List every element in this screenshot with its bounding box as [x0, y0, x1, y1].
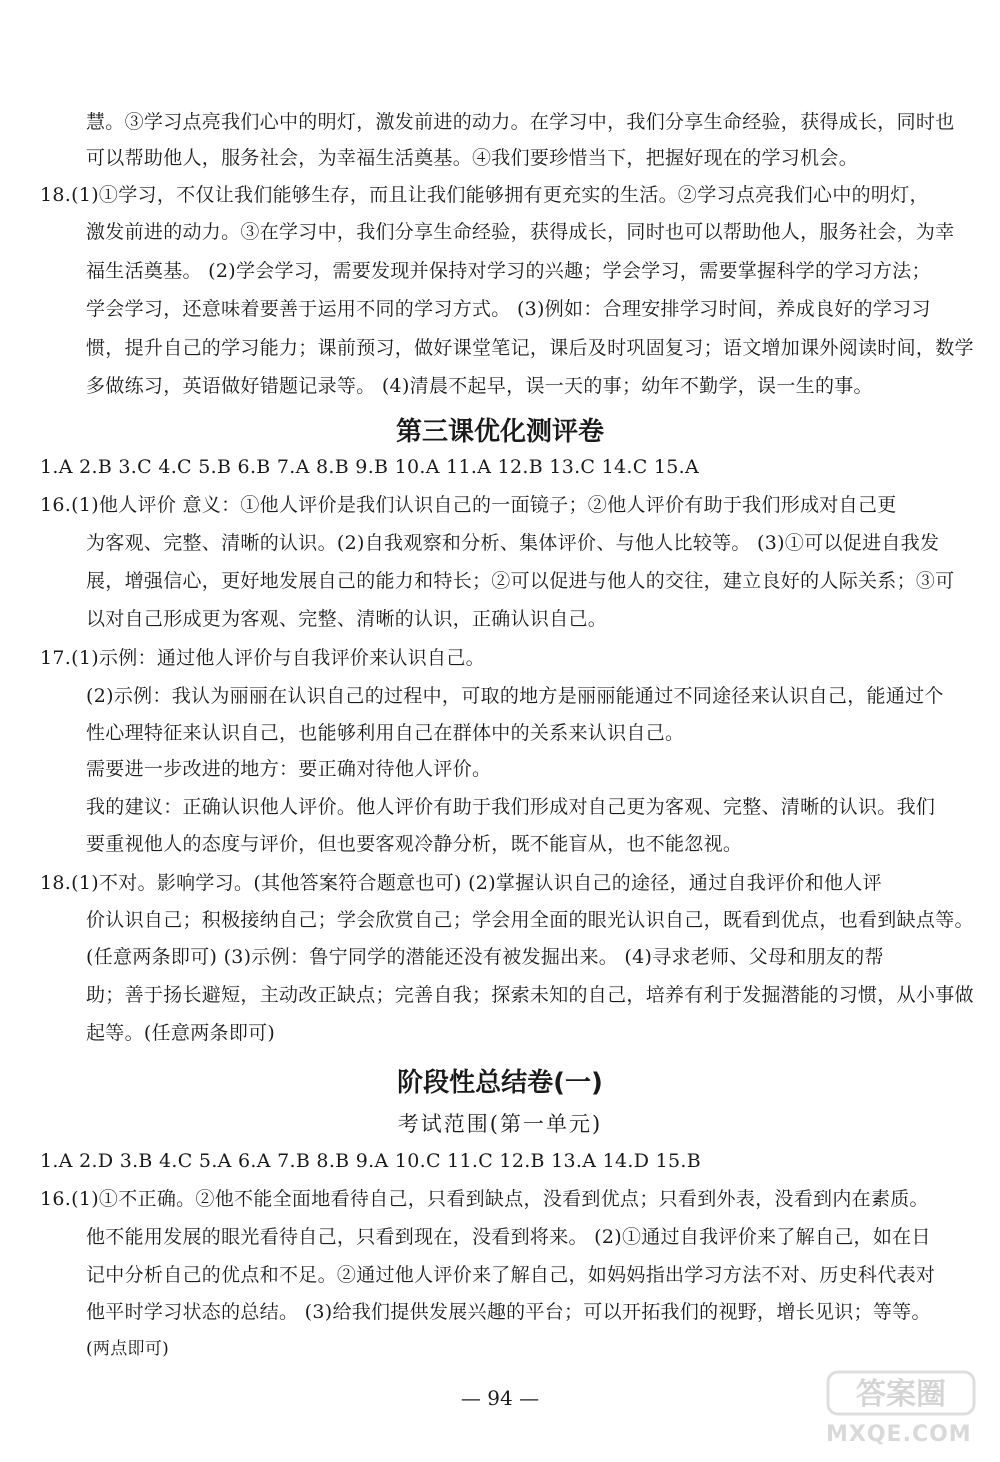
text-line: 展，增强信心，更好地发展自己的能力和特长；②可以促进与他人的交往，建立良好的人际关系；③可	[86, 570, 955, 592]
page-number: — 94 —	[460, 1386, 540, 1410]
svg-text:答案圈: 答案圈	[856, 1377, 946, 1412]
text-line: 学会学习，还意味着要善于运用不同的学习方式。 (3)例如：合理安排学习时间，养成良好的学习习	[86, 298, 931, 320]
section-heading: 第三课优化测评卷	[395, 417, 604, 447]
text-line: 他不能用发展的眼光看待自己，只看到现在，没看到将来。 (2)①通过自我评价来了解自己，如在日	[86, 1226, 931, 1248]
text-line: 17.(1)示例：通过他人评价与自我评价来认识自己。	[40, 647, 485, 669]
text-line: 他平时学习状态的总结。 (3)给我们提供发展兴趣的平台；可以开拓我们的视野，增长见识；等等。	[86, 1301, 931, 1323]
text-line: 激发前进的动力。③在学习中，我们分享生命经验，获得成长，同时也可以帮助他人，服务社会，为幸	[86, 221, 955, 243]
text-line: 18.(1)不对。影响学习。(其他答案符合题意也可) (2)掌握认识自己的途径，通过自我评价和他人评	[40, 872, 882, 894]
text-line: 要重视他人的态度与评价，但也要客观冷静分析，既不能盲从，也不能忽视。	[86, 833, 743, 855]
text-line: 起等。(任意两条即可)	[86, 1022, 276, 1044]
text-line: 以对自己形成更为客观、完整、清晰的认识，正确认识自己。	[86, 608, 608, 630]
text-line: 助；善于扬长避短，主动改正缺点；完善自我；探索未知的自己，培养有利于发掘潜能的习惯，从小事做	[86, 984, 974, 1006]
answer-key-line: 1.A 2.B 3.C 4.C 5.B 6.B 7.A 8.B 9.B 10.A 11.A 12.B 13.C 14.C 15.A	[40, 456, 700, 478]
text-line: 为客观、完整、清晰的认识。(2)自我观察和分析、集体评价、与他人比较等。 (3)①可以促进自我发	[86, 532, 940, 554]
text-line: 价认识自己；积极接纳自己；学会欣赏自己；学会用全面的眼光认识自己，既看到优点，也看到缺点等。	[86, 909, 974, 931]
watermark-url: MXQE.COM	[826, 1422, 972, 1447]
text-line: 惯，提升自己的学习能力；课前预习，做好课堂笔记，课后及时巩固复习；语文增加课外阅读时间，数学	[86, 337, 974, 359]
text-line: 多做练习，英语做好错题记录等。 (4)清晨不起早，误一天的事；幼年不勤学，误一生的事。	[86, 375, 873, 397]
section-heading: 阶段性总结卷(一)	[397, 1068, 603, 1098]
text-line: (任意两条即可) (3)示例：鲁宁同学的潜能还没有被发掘出来。 (4)寻求老师、父母和朋友的帮	[86, 946, 884, 968]
text-line: 福生活奠基。 (2)学会学习，需要发现并保持对学习的兴趣；学会学习，需要掌握科学的学习方法；	[86, 260, 931, 282]
section-subheading: 考试范围(第一单元)	[397, 1112, 603, 1136]
text-line: 性心理特征来认识自己，也能够利用自己在群体中的关系来认识自己。	[86, 722, 685, 744]
text-line: (2)示例：我认为丽丽在认识自己的过程中，可取的地方是丽丽能通过不同途径来认识自己，能通过个	[86, 685, 944, 707]
text-line: 记中分析自己的优点和不足。②通过他人评价来了解自己，如妈妈指出学习方法不对、历史科代表对	[86, 1264, 936, 1286]
text-line: 可以帮助他人，服务社会，为幸福生活奠基。④我们要珍惜当下，把握好现在的学习机会。	[86, 147, 859, 169]
text-line: 18.(1)①学习，不仅让我们能够生存，而且让我们能够拥有更充实的生活。②学习点亮我们心中的明灯，	[40, 184, 929, 206]
watermark-logo	[826, 1368, 976, 1418]
text-line: 16.(1)①不正确。②他不能全面地看待自己，只看到缺点，没看到优点；只看到外表，没看到内在素质。	[40, 1188, 929, 1210]
text-line: 慧。③学习点亮我们心中的明灯，激发前进的动力。在学习中，我们分享生命经验，获得成长，同时也	[86, 111, 955, 133]
text-line: 我的建议：正确认识他人评价。他人评价有助于我们形成对自己更为客观、完整、清晰的认识。我们	[86, 796, 936, 818]
text-line: 16.(1)他人评价 意义：①他人评价是我们认识自己的一面镜子；②他人评价有助于我们形成对自己更	[40, 494, 897, 516]
text-line: 需要进一步改进的地方：要正确对待他人评价。	[86, 758, 492, 780]
text-line: (两点即可)	[86, 1339, 170, 1359]
answer-key-line: 1.A 2.D 3.B 4.C 5.A 6.A 7.B 8.B 9.A 10.C 11.C 12.B 13.A 14.D 15.B	[40, 1150, 701, 1172]
